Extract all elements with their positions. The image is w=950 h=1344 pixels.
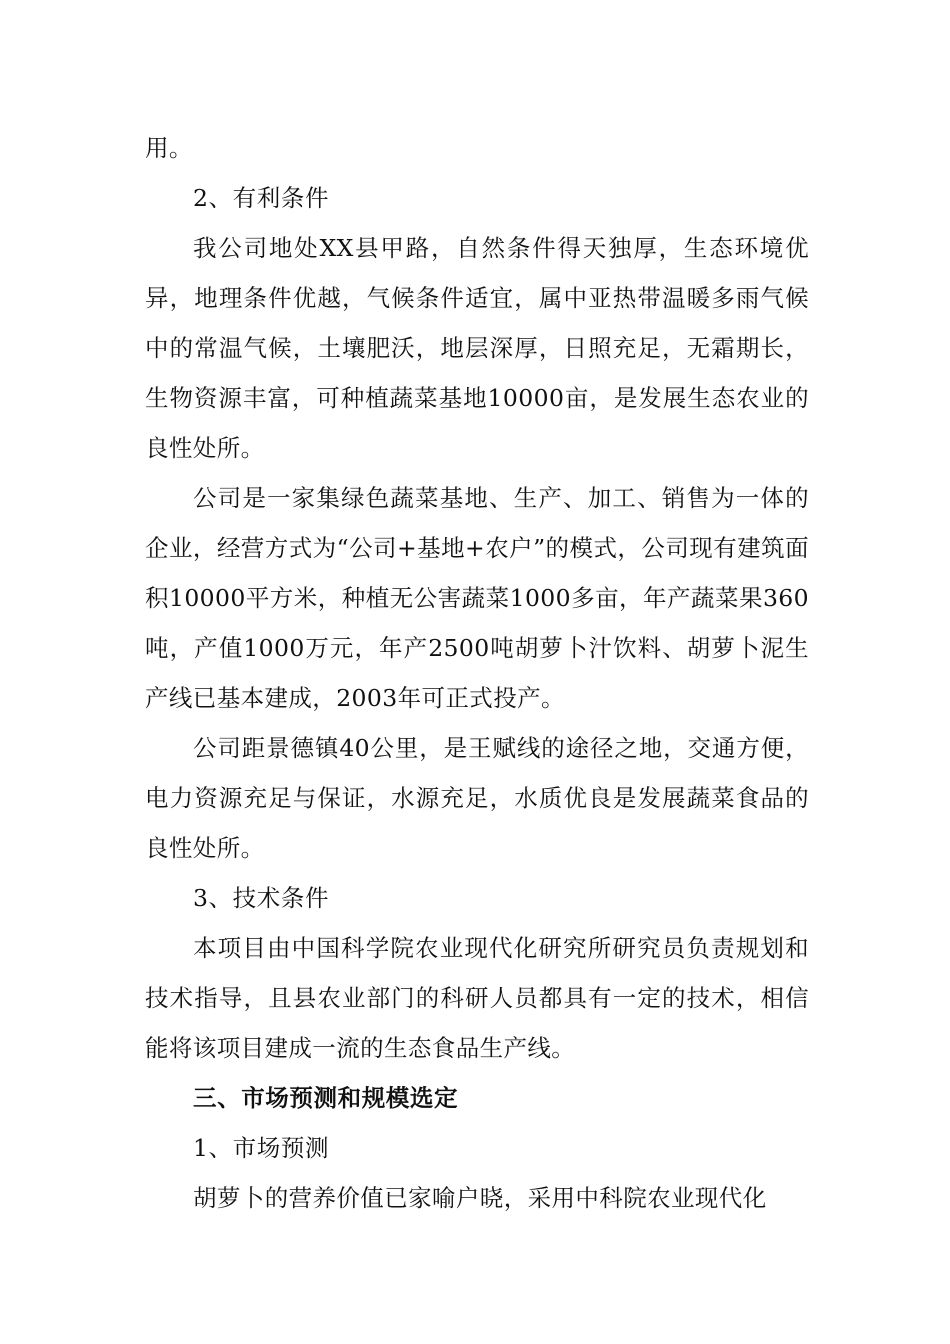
section-heading-market: 三、市场预测和规模选定 — [193, 1084, 459, 1112]
subheading-technical-conditions: 3、技术条件 — [193, 884, 330, 912]
subheading-favorable-conditions: 2、有利条件 — [193, 184, 330, 212]
document-body — [145, 123, 809, 1223]
paragraph-continuation: 用。 — [145, 134, 193, 162]
paragraph-company-profile: 公司是一家集绿色蔬菜基地、生产、加工、销售为一体的企业，经营方式为“公司+基地+农户”的模式，公司现有建筑面积10000平方米，种植无公害蔬菜1000多亩，年产蔬菜果360吨，产值1000万元，年产2500吨胡萝卜汁饮料、胡萝卜泥生产线已基本建成，2003年可正式投产。 — [145, 484, 809, 712]
paragraph-location: 我公司地处XX县甲路，自然条件得天独厚，生态环境优异，地理条件优越，气候条件适宜，属中亚热带温暖多雨气候中的常温气候，土壤肥沃，地层深厚，日照充足，无霜期长，生物资源丰富，可种植蔬菜基地10000亩，是发展生态农业的良性处所。 — [145, 234, 809, 462]
paragraph-transport: 公司距景德镇40公里，是王赋线的途径之地，交通方便，电力资源充足与保证，水源充足，水质优良是发展蔬菜食品的良性处所。 — [145, 734, 809, 862]
paragraph-carrot-value: 胡萝卜的营养价值已家喻户晓，采用中科院农业现代化 — [193, 1184, 767, 1212]
subheading-market-forecast: 1、市场预测 — [193, 1134, 330, 1162]
paragraph-technical: 本项目由中国科学院农业现代化研究所研究员负责规划和技术指导，且县农业部门的科研人员都具有一定的技术，相信能将该项目建成一流的生态食品生产线。 — [145, 934, 809, 1062]
